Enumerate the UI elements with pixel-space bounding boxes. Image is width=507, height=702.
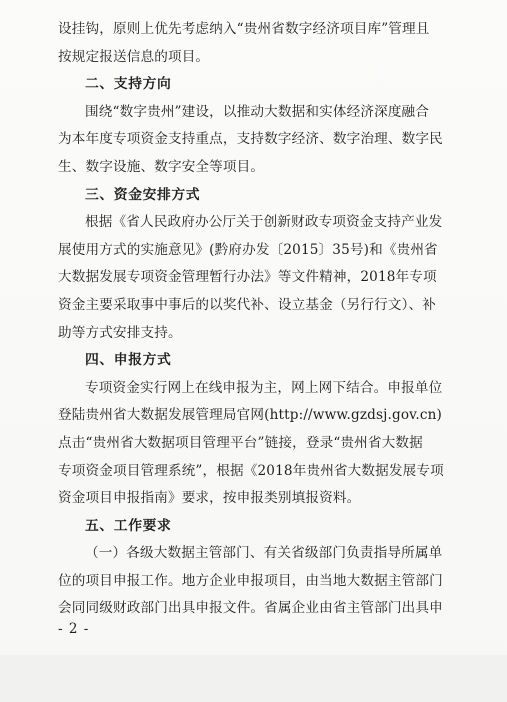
paragraph-line: 助等方式安排支持。 [58, 324, 182, 341]
paragraph-line: 设挂钩，原则上优先考虑纳入“贵州省数字经济项目库”管理且 [58, 21, 430, 37]
section-heading: 五、工作要求 [85, 517, 172, 534]
page-number: - 2 - [58, 621, 90, 637]
paragraph-line: 为本年度专项资金支持重点，支持数字经济、数字治理、数字民 [58, 131, 443, 148]
section-heading: 四、申报方式 [85, 352, 172, 369]
paragraph-line: 专项资金项目管理系统”，根据《2018年贵州省大数据发展专项 [58, 462, 444, 479]
paragraph-line: （一）各级大数据主管部门、有关省级部门负责指导所属单 [85, 545, 443, 562]
paragraph-line: 登陆贵州省大数据发展管理局官网(http://www.gzdsj.gov.cn) [58, 407, 442, 424]
paragraph-line: 围绕“数字贵州”建设，以推动大数据和实体经济深度融合 [85, 103, 430, 120]
paragraph-line: 根据《省人民政府办公厅关于创新财政专项资金支持产业发 [85, 214, 443, 231]
paragraph-line: 专项资金实行网上在线申报为主，网上网下结合。申报单位 [85, 379, 443, 396]
paragraph-line: 点击“贵州省大数据项目管理平台”链接，登录“贵州省大数据 [58, 434, 423, 451]
paragraph-line: 会同同级财政部门出具申报文件。省属企业由省主管部门出具申 [58, 600, 443, 617]
paragraph-line: 资金主要采取事中事后的以奖代补、设立基金（另行行文）、补 [58, 296, 437, 313]
paragraph-line: 大数据发展专项资金管理暂行办法》等文件精神，2018年专项 [58, 269, 437, 286]
paragraph-line: 展使用方式的实施意见》(黔府办发〔2015〕35号)和《贵州省 [58, 241, 438, 258]
section-heading: 二、支持方向 [85, 76, 172, 93]
paragraph-line: 按规定报送信息的项目。 [58, 48, 210, 65]
paragraph-line: 生、数字设施、数字安全等项目。 [58, 158, 265, 175]
page-bottom-margin [0, 655, 507, 702]
paragraph-line: 位的项目申报工作。地方企业申报项目，由当地大数据主管部门 [58, 572, 443, 589]
paragraph-line: 资金项目申报指南》要求，按申报类别填报资料。 [58, 490, 361, 507]
document-body [58, 16, 453, 623]
section-heading: 三、资金安排方式 [85, 186, 201, 203]
